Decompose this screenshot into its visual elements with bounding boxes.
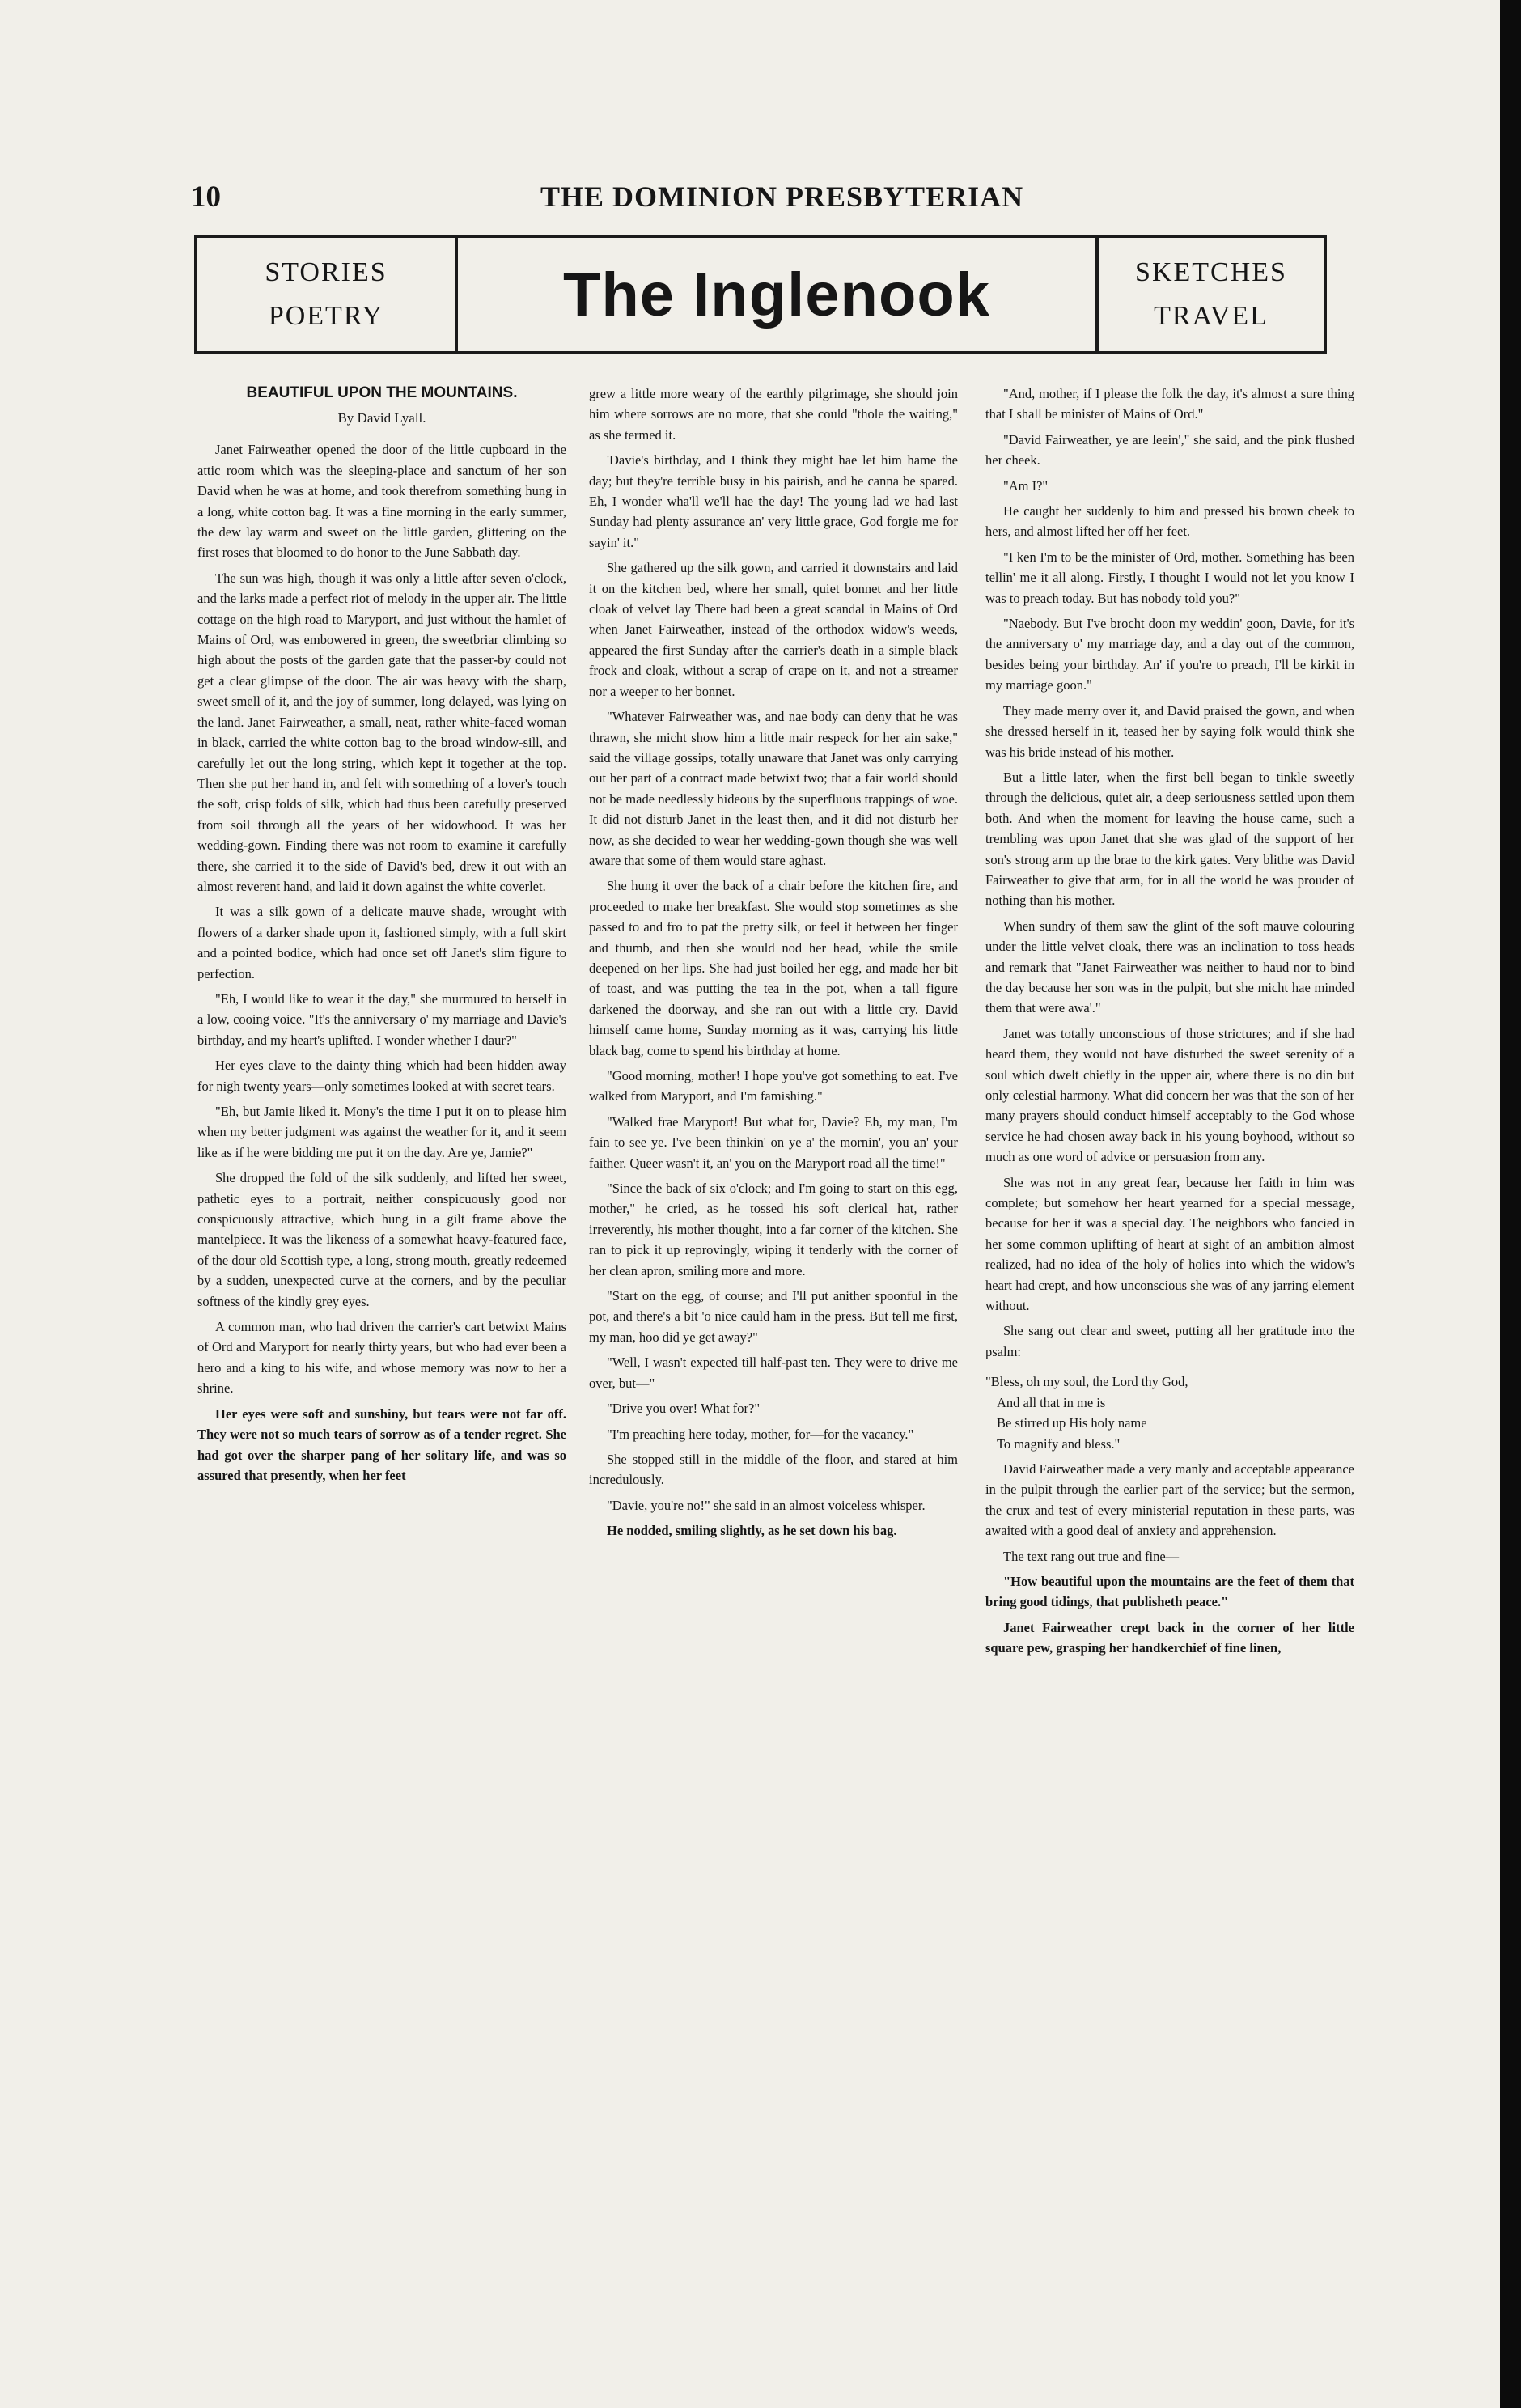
paragraph: "Start on the egg, of course; and I'll put anither spoonful in the pot, and there's a bit 'o nice cauld ham in the press. But tell me first, my man, hoo did ye get away?" [589,1288,958,1345]
paragraph: It was a silk gown of a delicate mauve shade, wrought with flowers of a darker shade upon it, fashioned simply, with a full skirt and a pointed bodice, which had once set off Janet's slim figure to perfection. [197,904,566,981]
paragraph: "Walked frae Maryport! But what for, Davie? Eh, my man, I'm fain to see ye. I've been thinkin' on ye a' the mornin', you an' your faither. Queer wasn't it, an' you on the Maryport road all the time!" [589,1113,958,1171]
section-title: The Inglenook [562,260,991,329]
paragraph: He nodded, smiling slightly, as he set down his bag. [607,1523,897,1539]
page-number: 10 [191,180,221,214]
paragraph: David Fairweather made a very manly and acceptable appearance in the pulpit through the earlier part of the service; but the sermon, the crux and test of every ministerial reputation in these parts, was awaited with a good deal of anxiety and apprehension. [985,1460,1354,1539]
paragraph: She sang out clear and sweet, putting all her gratitude into the psalm: [985,1323,1354,1359]
banner-sketches: SKETCHES [1135,257,1287,287]
paragraph: "How beautiful upon the mountains are the feet of them that bring good tidings, that publisheth peace." [985,1573,1354,1610]
paragraph: "David Fairweather, ye are leein'," she said, and the pink flushed her cheek. [985,431,1354,468]
verse-line: Be stirred up His holy name [997,1415,1147,1431]
verse-line: And all that in me is [997,1394,1106,1410]
paragraph: When sundry of them saw the glint of the soft mauve colouring under the little velvet cloak, there was an inclination to toss heads and remark that "Janet Fairweather was neither to haud nor to bind the day because her son was in the pulpit, but she micht hae minded them that were awa'." [985,918,1354,1016]
paragraph: She gathered up the silk gown, and carried it downstairs and laid it on the kitchen bed, where her small, quiet bonnet and her little cloak of velvet lay There had been a great scandal in Mains of Ord when Janet Fairweather, instead of the orthodox widow's weeds, appeared the first Sunday after the carrier's death in a simple black frock and cloak, without a scrap of crape on it, and not a streamer nor a weeper to her bonnet. [589,560,958,699]
banner-title-box [458,238,1095,351]
paragraph: She hung it over the back of a chair before the kitchen fire, and proceeded to make her breakfast. She would stop sometimes as she passed to and fro to pat the pretty silk, or feel it between her finger and thumb, and then she would nod her head, while the smile deepened on her lips. She had just boiled her egg, and made her bit of toast, and was putting the tea in the pot, when a tall figure darkened the doorway, and she ran out with a little cry. David himself came home, Sunday morning as it was, carrying his little black bag, come to spend his birthday at home. [589,878,958,1058]
paragraph: "I'm preaching here today, mother, for—for the vacancy." [607,1426,914,1442]
paragraph: Janet Fairweather crept back in the corner of her little square pew, grasping her handkerchief of fine linen, [985,1619,1354,1656]
paragraph: "Drive you over! What for?" [607,1401,760,1417]
scan-edge-bar [1500,0,1521,2408]
paragraph: They made merry over it, and David praised the gown, and when she dressed herself in it, teased her by saying folk would think she was his bride instead of his mother. [985,702,1354,760]
paragraph: "Well, I wasn't expected till half-past ten. They were to drive me over, but—" [589,1354,958,1391]
paragraph: "Since the back of six o'clock; and I'm going to start on this egg, mother," he cried, as he tossed his soft clerical hat, rather irreverently, his mother thought, into a far corner of the kitchen. She ran to pick it up reprovingly, wiping it tenderly with the corner of her clean apron, smiling more and more. [589,1181,958,1278]
banner-poetry: POETRY [268,301,384,331]
banner-right-box [1095,238,1324,351]
paragraph: The sun was high, though it was only a little after seven o'clock, and the larks made a perfect riot of melody in the upper air. The little cottage on the high road to Maryport, and just without the hamlet of Mains of Ord, was embowered in green, the sweetbriar climbing so high about the posts of the garden gate that the passer-by could not get a clear glimpse of the door. The air was heavy with the sharp, sweet smell of it, and the joy of summer, long delayed, was lying on the land. Janet Fairweather, a small, neat, rather white-faced woman in black, carried the white cotton bag to the broad window-sill, and carefully let out the long string, which kept it together at the top. Then she put her hand in, and felt with something of a lover's touch the soft, crisp folds of silk, which had thus been carefully preserved from soil through all the years of her widowhood. It was her wedding-gown. Finding there was not room to examine it carefully there, she carried it to the side of David's bed, drew it out with an almost reverent hand, and laid it down against the white coverlet. [197,570,566,894]
column-1 [197,384,566,2269]
paragraph: A common man, who had driven the carrier's cart betwixt Mains of Ord and Maryport for nearly thirty years, but who had ever been a hero and a king to his wife, and whose memory was now to her a shrine. [197,1319,566,1397]
paragraph: He caught her suddenly to him and pressed his brown cheek to hers, and almost lifted her off her feet. [985,503,1354,540]
paragraph: "Eh, I would like to wear it the day," she murmured to herself in a low, cooing voice. "It's the anniversary o' my marriage and Davie's birthday, and my heart's uplifted. I wonder whether I daur?" [197,990,566,1048]
page-header [184,180,1333,215]
paragraph: "Good morning, mother! I hope you've got something to eat. I've walked from Maryport, and I'm famishing." [589,1068,958,1104]
paragraph: grew a little more weary of the earthly pilgrimage, she should join him where sorrows are no more, that she could "thole the waiting," as she termed it. [589,386,958,443]
banner-stories: STORIES [265,257,388,287]
paragraph: Janet was totally unconscious of those strictures; and if she had heard them, they would not have disturbed the sweet serenity of a soul which dwelt chiefly in the upper air, where there is no din but only celestial harmony. What did concern her was that the son of her many prayers should conduct himself acceptably to the God whose service he had chosen away back in his young boyhood, without so much as one word of advice or persuasion from any. [985,1025,1354,1165]
paragraph: "Davie, you're no!" she said in an almost voiceless whisper. [607,1497,926,1513]
column-2 [589,384,958,2269]
section-banner [194,235,1327,354]
verse-line: To magnify and bless." [997,1435,1121,1452]
publication-title: THE DOMINION PRESBYTERIAN [540,180,1024,213]
banner-travel: TRAVEL [1154,301,1269,331]
paragraph: "Naebody. But I've brocht doon my weddin' goon, Davie, for it's the anniversary o' my marriage day, and a day out of the common, besides being your birthday. An' if you're to preach, I'll be kirkit in my marriage goon." [985,616,1354,693]
psalm-verse [985,1371,1354,1454]
paragraph: 'Davie's birthday, and I think they might hae let him hame the day; but they're terrible busy in his pairish, and he canna be spared. Eh, I wonder wha'll we'll hae the day! The young lad we had last Sunday had plenty assurance an' very little grace, God forgie me for sayin' it." [589,452,958,550]
verse-line: "Bless, oh my soul, the Lord thy God, [985,1374,1188,1390]
story-byline: By David Lyall. [337,410,426,426]
paragraph: "Eh, but Jamie liked it. Mony's the time I put it on to please him when my better judgment was against the weather for it, and it seem like as if he were bidding me put it on the day. Are ye, Jamie?" [197,1104,566,1160]
paragraph: "Whatever Fairweather was, and nae body can deny that he was thrawn, she micht show him a little mair respeck for her ain sake," said the village gossips, totally unaware that Janet was only carrying out her part of a contract made betwixt two; that a fair world should not be made needlessly hideous by the superfluous trappings of woe. It did not disturb Janet in the least then, and it did not disturb her now, as she decided to wear her wedding-gown though she was well aware that some of them would stare aghast. [589,709,958,868]
paragraph: The text rang out true and fine— [1003,1548,1180,1564]
paragraph: "And, mother, if I please the folk the day, it's almost a sure thing that I shall be minister of Mains of Ord." [985,386,1354,422]
story-title: BEAUTIFUL UPON THE MOUNTAINS. [246,384,518,401]
paragraph: She dropped the fold of the silk suddenly, and lifted her sweet, pathetic eyes to a portrait, neither conspicuously good nor conspicuously attractive, which hung in a gilt frame above the mantelpiece. It was the likeness of a somewhat heavy-featured face, of the dour old Scottish type, a long, strong mouth, greatly redeemed by a sudden, unexpected curve at the corners, and by the peculiar softness of the kindly grey eyes. [197,1170,566,1309]
banner-left-box [197,238,458,351]
paragraph: She stopped still in the middle of the floor, and stared at him incredulously. [589,1451,958,1488]
paragraph: She was not in any great fear, because her faith in him was complete; but somehow her heart yearned for a special message, because for her it was a special day. The neighbors who fancied in her some common uplifting of heart at sight of an ambition almost realized, had no idea of the holy of holies into which the widow's heart had crept, and how unconscious she was of any jarring element without. [985,1174,1354,1314]
paragraph: "Am I?" [1003,477,1049,494]
column-3 [985,384,1354,2269]
paragraph: "I ken I'm to be the minister of Ord, mother. Something has been tellin' me it all along. Firstly, I thought I would not let you know I was to preach today. But has nobody told you?" [985,549,1354,606]
paragraph: Her eyes were soft and sunshiny, but tears were not far off. They were not so much tears of sorrow as of a tender regret. She had got over the sharper pang of her solitary life, and was so assured that presently, when her feet [197,1405,566,1483]
paragraph: Her eyes clave to the dainty thing which had been hidden away for nigh twenty years—only sometimes looked at with secret tears. [197,1058,566,1094]
paragraph: Janet Fairweather opened the door of the little cupboard in the attic room which was the sleeping-place and sanctum of her son David when he was at home, and took therefrom something hung in a long, white cotton bag. It was a fine morning in the early summer, the dew lay warm and sweet on the little garden, glittering on the first roses that bloomed to do honor to the June Sabbath day. [197,442,566,561]
paragraph: But a little later, when the first bell began to tinkle sweetly through the delicious, quiet air, a deep seriousness settled upon them both. And when the moment for leaving the house came, such a trembling was upon Janet that she was glad of the support of her son's strong arm up the brae to the kirk gates. Very blithe was David Fairweather to give that arm, for in all the world he was prouder of nothing than his mother. [985,769,1354,909]
